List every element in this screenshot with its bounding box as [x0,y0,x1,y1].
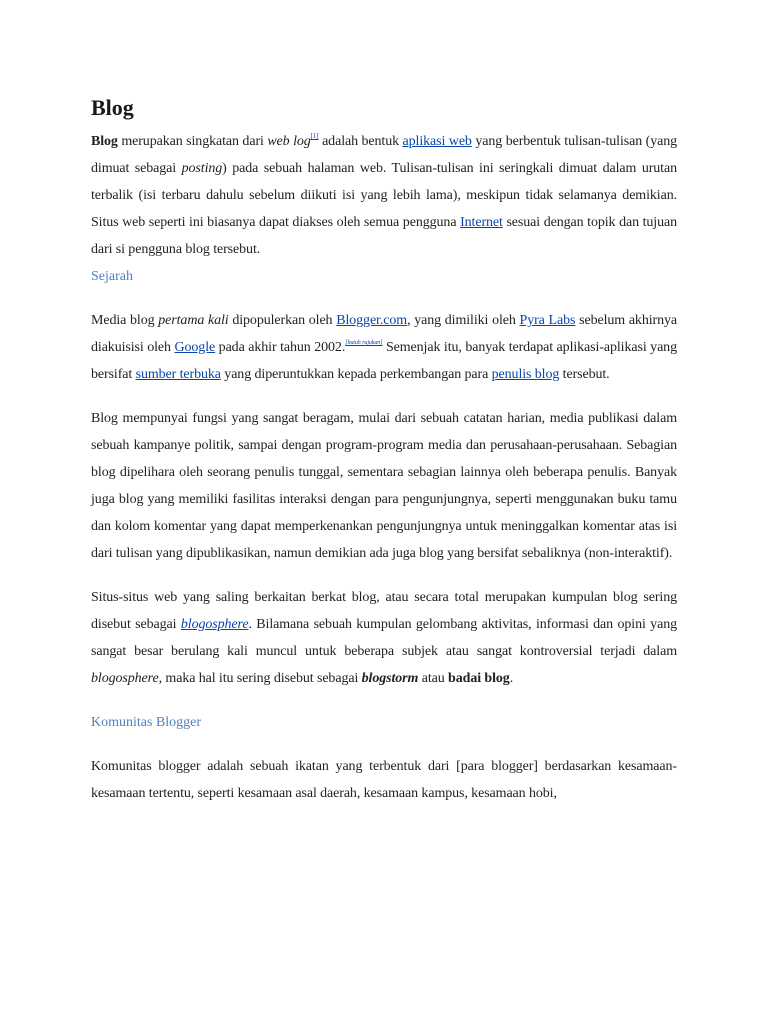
link-internet[interactable]: Internet [460,215,503,230]
reference-link[interactable]: [1] [310,132,319,140]
community-paragraph: Komunitas blogger adalah sebuah ikatan yang terbentuk dari [para blogger] berdasarkan kesamaan-kesamaan tertentu, seperti kesamaan asal daerah, kesamaan kampus, kesamaan hobi, [91,759,677,801]
link-blogosphere[interactable]: blogosphere [180,617,249,632]
bold-term-badai-blog: badai blog [448,671,510,686]
intro-paragraph: Blog merupakan singkatan dari web log[1] adalah bentuk aplikasi web yang berbentuk tulisan-tulisan (yang dimuat sebagai posting) pada sebuah halaman web. Tulisan-tulisan ini seringkali dimuat dalam urutan terbalik (isi terbaru dahulu sebelum diikuti isi yang lebih lama), meskipun tidak selamanya demikian. Situs web seperti ini biasanya dapat diakses oleh semua pengguna Internet sesuai dengan topik dan tujuan dari si pengguna blog tersebut. [91,132,678,257]
article-body [91,94,677,807]
page-title: Blog [91,95,134,120]
function-paragraph: Blog mempunyai fungsi yang sangat beragam, mulai dari sebuah catatan harian, media publikasi dalam sebuah kampanye politik, sampai dengan program-program media dan perusahaan-perusahaan. Sebagian blog dipelihara oleh seorang penulis tunggal, sementara sebagian lainnya oleh beberapa penulis. Banyak juga blog yang memiliki fasilitas interaksi dengan para pengunjungnya, seperti menggunakan buku tamu dan kolom komentar yang dapat memperkenankan pengunjungnya untuk meninggalkan komentar atas isi dari tulisan yang dipublikasikan, namun demikian ada juga blog yang bersifat sebaliknya (non-interaktif). [91,411,677,561]
link-penulis-blog[interactable]: penulis blog [491,367,560,382]
section-heading-sejarah: Sejarah [91,269,133,284]
link-blogger-com[interactable]: Blogger.com [336,313,408,328]
link-sumber-terbuka[interactable]: sumber terbuka [135,367,221,382]
bold-italic-term: blogstorm [361,671,419,686]
section-heading-komunitas: Komunitas Blogger [91,715,202,730]
link-google[interactable]: Google [174,340,216,355]
blogosphere-paragraph: Situs-situs web yang saling berkaitan berkat blog, atau secara total merupakan kumpulan blog sering disebut sebagai blogosphere. Bilamana sebuah kumpulan gelombang aktivitas, informasi dan opini yang sangat besar berulang kali muncul untuk beberapa subjek atau sangat kontroversial terjadi dalam blogosphere, maka hal itu sering disebut sebagai blogstorm atau badai blog. [91,590,677,686]
bold-term: Blog [91,134,118,149]
history-paragraph: Media blog pertama kali dipopulerkan oleh Blogger.com, yang dimiliki oleh Pyra Labs sebelum akhirnya diakuisisi oleh Google pada akhir tahun 2002.[butuh rujukan] Semenjak itu, banyak terdapat aplikasi-aplikasi yang bersifat sumber terbuka yang diperuntukkan kepada perkembangan para penulis blog tersebut. [91,313,677,382]
link-aplikasi-web[interactable]: aplikasi web [402,134,472,149]
link-pyra-labs[interactable]: Pyra Labs [519,313,576,328]
citation-needed-link[interactable]: [butuh rujukan] [345,340,383,346]
